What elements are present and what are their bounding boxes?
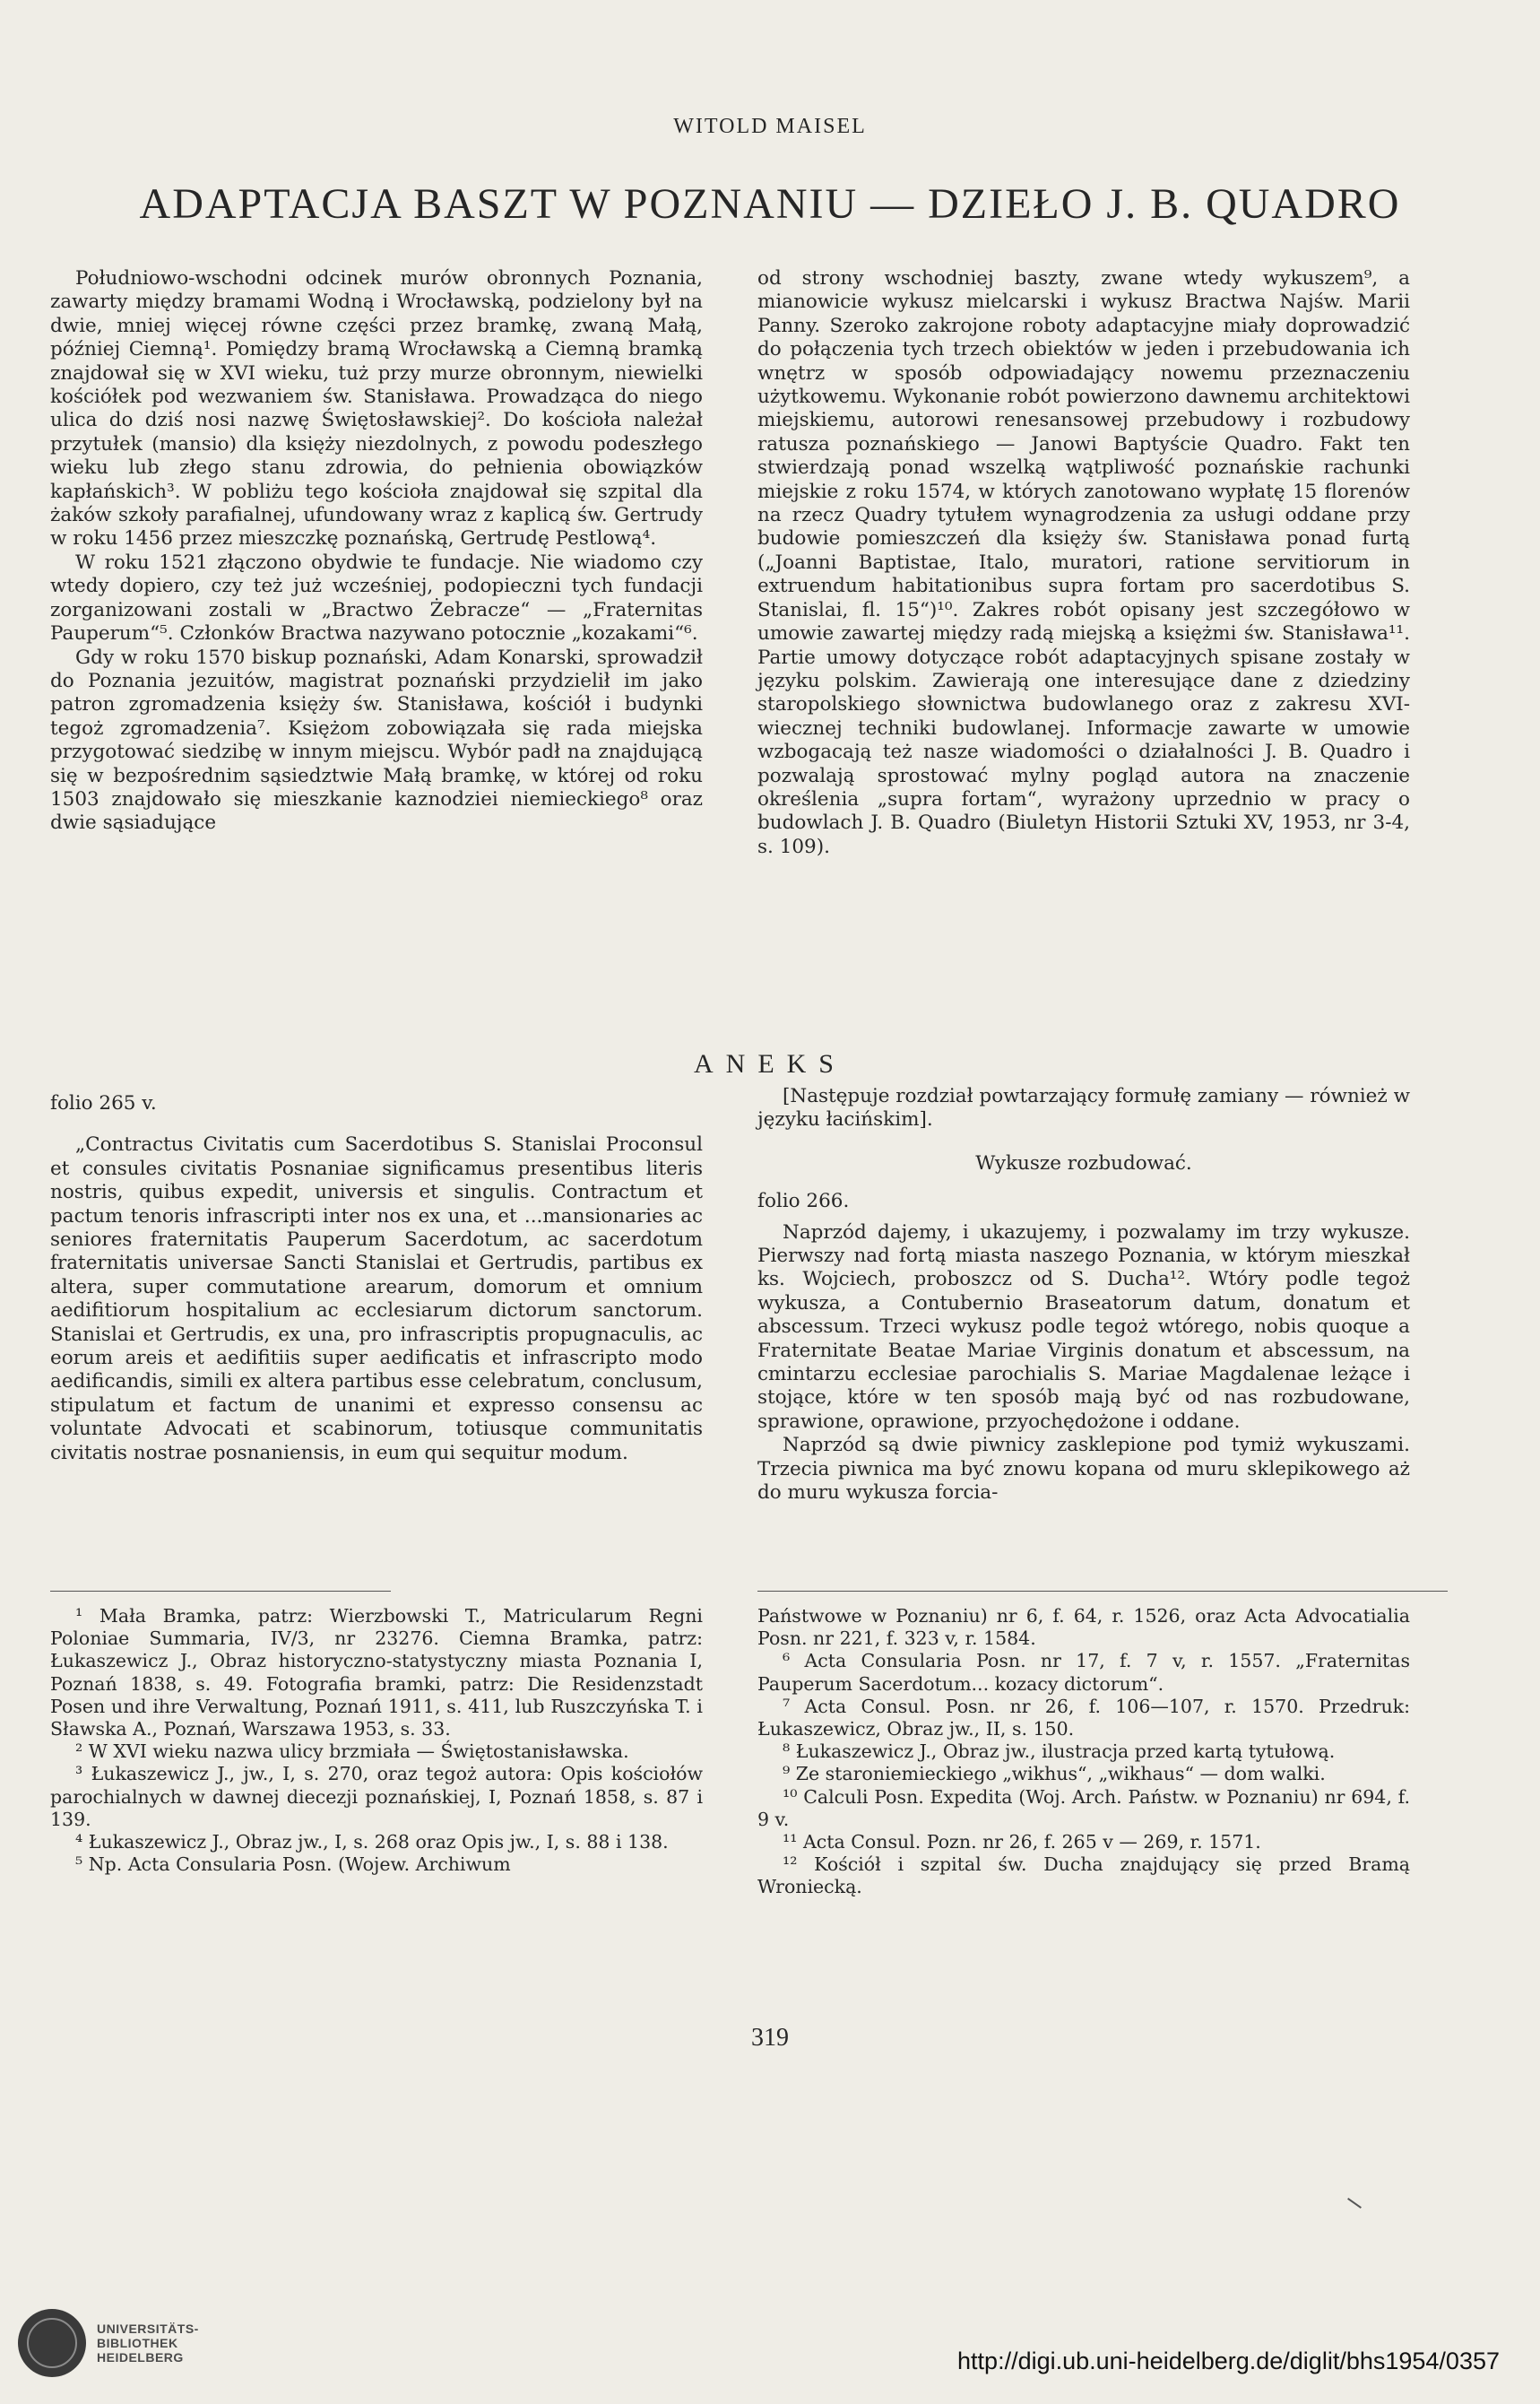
body-column-right (757, 267, 1410, 859)
footnote: ¹¹ Acta Consul. Pozn. nr 26, f. 265 v — 269, r. 1571. (783, 1831, 1261, 1853)
footnotes-left (50, 1605, 703, 1876)
paragraph: Gdy w roku 1570 biskup poznański, Adam Konarski, sprowadził do Poznania jezuitów, magistrat poznański przydzielił im jako patron zgromadzenia księży św. Stanisława, kościół i budynki tegoż zgromadzenia⁷. Księżom zobowiązała się rada miejska przygotować siedzibę w innym miejscu. Wybór padł na znajdującą się w bezpośrednim sąsiedztwie Małą bramkę, w której od roku 1503 znajdowało się mieszkanie kaznodziei niemieckiego⁸ oraz dwie sąsiadujące (50, 646, 703, 835)
paragraph: Naprzód są dwie piwnicy zasklepione pod tymiż wykuszami. Trzecia piwnica ma być znowu kopana od muru sklepikowego aż do muru wykusza forcia- (757, 1434, 1410, 1505)
paragraph: od strony wschodniej baszty, zwane wtedy wykuszem⁹, a mianowicie wykusz mielcarski i wykusz Bractwa Najśw. Marii Panny. Szeroko zakrojone roboty adaptacyjne miały doprowadzić do połączenia tych trzech obiektów w jeden i przebudowania ich wnętrz w sposób odpowiadający nowemu przeznaczeniu użytkowemu. Wykonanie robót powierzono dawnemu architektowi miejskiemu, autorowi renesansowej przebudowy i rozbudowy ratusza poznańskiego — Janowi Baptyście Quadro. Fakt ten stwierdzają ponad wszelką wątpliwość poznańskie rachunki miejskie z roku 1574, w których zanotowano wypłatę 15 florenów na rzecz Quadry tytułem wynagrodzenia za usługi oddane przy budowie pomieszczeń dla księży św. Stanisława ponad furtą („Joanni Baptistae, Italo, muratori, ratione servitiorum in extruendum habitationibus supra fortam pro sacerdotibus S. Stanislai, fl. 15“)¹⁰. Zakres robót opisany jest szczegółowo w umowie zawartej między radą miejską a księżmi św. Stanisława¹¹. Partie umowy dotyczące robót adaptacyjnych spisane zostały w języku polskim. Zawierają one interesujące dane z dziedziny staropolskiego słownictwa budowlanego oraz z zakresu XVI-wiecznej techniki budowlanej. Informacje zawarte w umowie wzbogacają też nasze wiadomości o działalności J. B. Quadro i pozwalają sprostować mylny pogląd autora na znaczenie określenia „supra fortam“, wyrażony uprzednio w pracy o budowlach J. B. Quadro (Biuletyn Historii Sztuki XV, 1953, nr 3-4, s. 109). (757, 267, 1410, 858)
library-logo[interactable] (18, 2309, 199, 2381)
folio-label: folio 266. (757, 1190, 850, 1213)
logo-text (97, 2322, 199, 2365)
scan-mark (1347, 2198, 1362, 2209)
body-column-left (50, 267, 703, 836)
footnotes-right (757, 1605, 1410, 1899)
footnote: ³ Łukaszewicz J., jw., I, s. 270, oraz tegoż autora: Opis kościołów parochialnych w dawnej diecezji poznańskiej, I, Poznań 1858, s. 87 i 139. (50, 1763, 703, 1830)
footnote: ⁹ Ze staroniemieckiego „wikhus“, „wikhaus“ — dom walki. (783, 1763, 1326, 1785)
seal-icon (18, 2309, 86, 2377)
footnote: ¹⁰ Calculi Posn. Expedita (Woj. Arch. Państw. w Poznaniu) nr 694, f. 9 v. (757, 1785, 1410, 1830)
latin-contract-text: „Contractus Civitatis cum Sacerdotibus S. Stanislai Proconsul et consules civitatis Posnaniae significamus presentibus literis nostris, quibus expedit, universis et singulis. Contractum et pactum tenoris infrascripti inter nos ex una, et ...mansionaries ac seniores fraternitatis Pauperum Sacerdotum, ac sacerdotum fraternitatis universae Sancti Stanislai et Gertrudis, partibus ex altera, super commutatione arearum, domorum et omnium aedifitiorum hospitalium ac ecclesiarum dictorum sanctorum. Stanislai et Gertrudis, ex una, pro infrascriptis propugnaculis, ac eorum areis et aedifitiis super aedificatis et infrascripto modo aedificandis, simili ex altera partibus esse celebratum, conclusum, stipulatum et factum de unanimi et expresso consensu ac voluntate Advocati et scabinorum, totiusque communitatis civitatis nostrae posnaniensis, in eum qui sequitur modum. (50, 1133, 703, 1464)
aneks-column-left (50, 1092, 703, 1465)
article-title: ADAPTACJA BASZT W POZNANIU — DZIEŁO J. B. QUADRO (139, 180, 1401, 228)
footnote: ¹ Mała Bramka, patrz: Wierzbowski T., Matricularum Regni Poloniae Summaria, IV/3, nr 23276. Ciemna Bramka, patrz: Łukaszewicz J., Obraz historyczno-statystyczny miasta Poznania I, Poznań 1838, s. 49. Fotografia bramki, patrz: Die Residenzstadt Posen und ihre Verwaltung, Poznań 1911, s. 411, lub Ruszczyńska T. i Sławska A., Poznań, Warszawa 1953, s. 33. (50, 1605, 703, 1740)
footnote: ⁶ Acta Consularia Posn. nr 17, f. 7 v, r. 1557. „Fraternitas Pauperum Sacerdotum... kozacy dictorum“. (757, 1650, 1410, 1695)
paragraph: Naprzód dajemy, i ukazujemy, i pozwalamy im trzy wykusze. Pierwszy nad fortą miasta naszego Poznania, w którym mieszkał ks. Wojciech, proboszcz od S. Ducha¹². Wtóry podle tegoż wykusza, a Contubernio Braseatorum datum, donatum et abscessum. Trzeci wykusz podle tegoż wtórego, nobis quoque a Fraternitate Beatae Mariae Virginis donatum et abscessum, na cmintarzu ecclesiae parochialis S. Mariae Magdalenae leżące i stojące, które w ten sposób mają być od nas rozbudowane, sprawione, oprawione, przyochędożone i oddane. (757, 1220, 1410, 1433)
editorial-note: [Następuje rozdział powtarzający formułę zamiany — również w języku łacińskim]. (757, 1085, 1410, 1132)
running-head: WITOLD MAISEL (673, 115, 867, 138)
folio-label: folio 265 v. (50, 1092, 157, 1115)
source-url-link[interactable]: http://digi.ub.uni-heidelberg.de/diglit/bhs1954/0357 (957, 2348, 1500, 2374)
footnote: ⁴ Łukaszewicz J., Obraz jw., I, s. 268 oraz Opis jw., I, s. 88 i 138. (75, 1831, 669, 1853)
footnote: ¹² Kościół i szpital św. Ducha znajdujący się przed Bramą Wroniecką. (757, 1853, 1410, 1898)
footnote: Państwowe w Poznaniu) nr 6, f. 64, r. 1526, oraz Acta Advocatialia Posn. nr 221, f. 323 v, r. 1584. (757, 1605, 1410, 1650)
logo-line: HEIDELBERG (97, 2350, 184, 2365)
logo-line: UNIVERSITÄTS- (97, 2322, 199, 2336)
paragraph: W roku 1521 złączono obydwie te fundacje. Nie wiadomo czy wtedy dopiero, czy też już wcześniej, podopieczni tych fundacji zorganizowani zostali w „Bractwo Żebracze“ — „Fraternitas Pauperum“⁵. Członków Bractwa nazywano potocznie „kozakami“⁶. (50, 551, 703, 646)
logo-line: BIBLIOTHEK (97, 2336, 178, 2350)
footnote: ² W XVI wieku nazwa ulicy brzmiała — Świętostanisławska. (75, 1740, 629, 1763)
footnote-divider (50, 1591, 391, 1592)
page-number: 319 (751, 2024, 789, 2052)
footnote: ⁸ Łukaszewicz J., Obraz jw., ilustracja przed kartą tytułową. (783, 1740, 1336, 1763)
section-heading: Wykusze rozbudować. (975, 1151, 1192, 1175)
footnote: ⁵ Np. Acta Consularia Posn. (Wojew. Archiwum (75, 1853, 511, 1876)
paragraph: Południowo-wschodni odcinek murów obronnych Poznania, zawarty między bramami Wodną i Wrocławską, podzielony był na dwie, mniej więcej równe części przez bramkę, zwaną Małą, później Ciemną¹. Pomiędzy bramą Wrocławską a Ciemną bramką znajdował się w XVI wieku, tuż przy murze obronnym, niewielki kościółek pod wezwaniem św. Stanisława. Prowadząca do niego ulica do dziś nosi nazwę Świętosławskiej². Do kościoła należał przytułek (mansio) dla księży niezdolnych, z powodu podeszłego wieku lub złego stanu zdrowia, do pełnienia obowiązków kapłańskich³. W pobliżu tego kościoła znajdował się szpital dla żaków szkoły parafialnej, ufundowany wraz z kaplicą św. Gertrudy w roku 1456 przez mieszczkę poznańską, Gertrudę Pestlową⁴. (50, 267, 703, 551)
aneks-column-right (757, 1085, 1410, 1506)
aneks-heading: ANEKS (693, 1049, 846, 1079)
footnote: ⁷ Acta Consul. Posn. nr 26, f. 106—107, r. 1570. Przedruk: Łukaszewicz, Obraz jw., II, s. 150. (757, 1695, 1410, 1740)
footnote-divider (757, 1591, 1448, 1592)
